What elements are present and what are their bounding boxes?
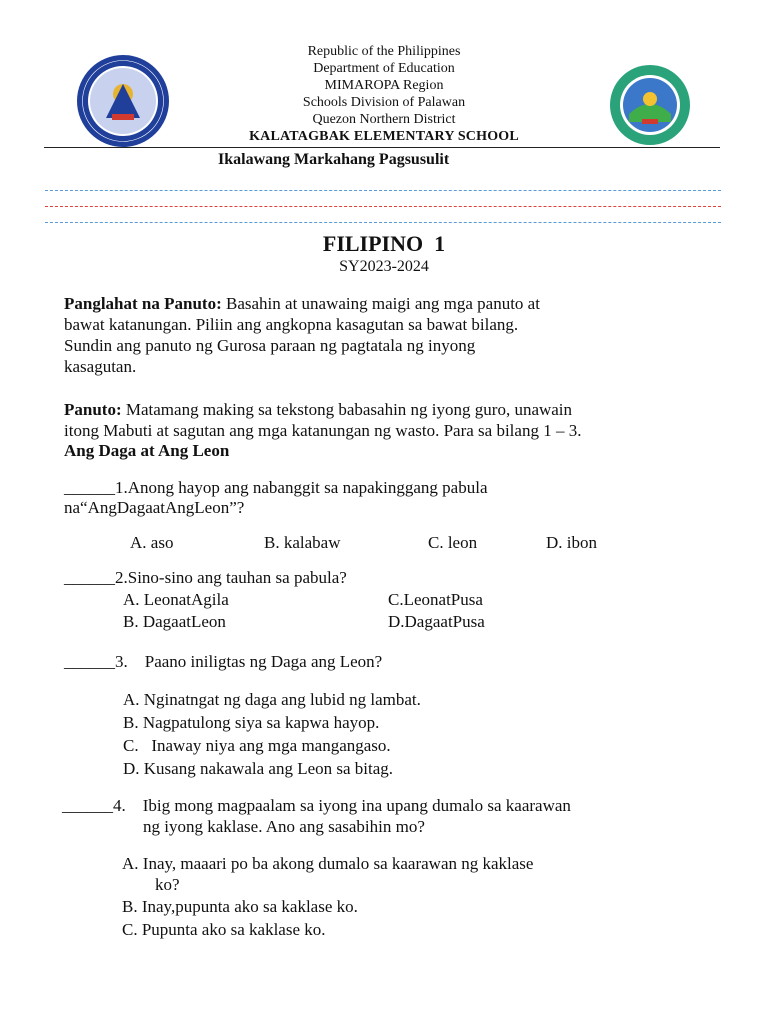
dashed-line-red xyxy=(45,206,721,207)
dashed-line-blue-bottom xyxy=(45,222,721,223)
exam-title: Ikalawang Markahang Pagsusulit xyxy=(218,151,450,168)
school-year: SY2023-2024 xyxy=(339,258,429,275)
header-republic: Republic of the Philippines xyxy=(307,44,461,59)
general-instructions-line-3: Sundin ang panuto ng Gurosa paraan ng pagtatala ng inyong xyxy=(64,336,476,355)
question-2-choice-c: C.LeonatPusa xyxy=(388,590,483,609)
question-1-choice-a: A. aso xyxy=(130,533,174,552)
general-instructions-text: Basahin at unawaing maigi ang mga panuto at xyxy=(226,294,540,313)
header-region: MIMAROPA Region xyxy=(324,78,444,93)
question-3-choice-a: A. Nginatngat ng daga ang lubid ng lambat. xyxy=(123,690,421,709)
school-name: KALATAGBAK ELEMENTARY SCHOOL xyxy=(249,129,519,144)
general-instructions-label: Panglahat na Panuto: xyxy=(64,294,222,313)
question-1-line-2: na“AngDagaatAngLeon”? xyxy=(64,498,245,517)
header-division: Schools Division of Palawan xyxy=(302,95,466,110)
header-district: Quezon Northern District xyxy=(312,112,456,127)
question-1-line-1: ______1.Anong hayop ang nabanggit sa napakinggang pabula xyxy=(64,478,488,497)
question-1-choice-b: B. kalabaw xyxy=(264,533,341,552)
question-1-choice-c: C. leon xyxy=(428,533,478,552)
question-4-line-2: ng iyong kaklase. Ano ang sasabihin mo? xyxy=(143,817,425,836)
question-2-choice-a: A. LeonatAgila xyxy=(123,590,229,609)
header-department: Department of Education xyxy=(313,61,455,76)
question-2-choice-d: D.DagaatPusa xyxy=(388,612,485,631)
question-4-line-1: ______4. Ibig mong magpaalam sa iyong ina upang dumalo sa kaarawan xyxy=(62,796,571,815)
header-rule xyxy=(44,147,720,148)
panuto-text: Matamang making sa tekstong babasahin ng iyong guro, unawain xyxy=(125,400,573,419)
panuto-label: Panuto: xyxy=(64,400,122,419)
question-3-choice-d: D. Kusang nakawala ang Leon sa bitag. xyxy=(123,759,394,778)
question-4-choice-b: B. Inay,pupunta ako sa kaklase ko. xyxy=(122,897,358,916)
question-3-choice-c: C. Inaway niya ang mga mangangaso. xyxy=(123,736,391,755)
question-2-choice-b: B. DagaatLeon xyxy=(123,612,226,631)
general-instructions-line-4: kasagutan. xyxy=(64,357,137,376)
subject-title: FILIPINO 1 xyxy=(322,231,446,256)
question-4-choice-c: C. Pupunta ako sa kaklase ko. xyxy=(122,920,326,939)
question-4-choice-a-line-2: ko? xyxy=(155,875,180,894)
question-4-choice-a-line-1: A. Inay, maaari po ba akong dumalo sa kaarawan ng kaklase xyxy=(122,854,534,873)
question-2-line-1: ______2.Sino-sino ang tauhan sa pabula? xyxy=(64,568,347,587)
general-instructions-line-2: bawat katanungan. Piliin ang angkopna kasagutan sa bawat bilang. xyxy=(64,315,519,334)
question-3-line-1: ______3. Paano iniligtas ng Daga ang Leon? xyxy=(64,652,383,671)
general-instructions-line-1 xyxy=(64,293,540,314)
question-1-choice-d: D. ibon xyxy=(546,533,597,552)
panuto-line-1 xyxy=(64,399,572,420)
question-3-choice-b: B. Nagpatulong siya sa kapwa hayop. xyxy=(123,713,380,732)
dashed-line-blue-top xyxy=(45,190,721,191)
story-title: Ang Daga at Ang Leon xyxy=(64,441,230,460)
panuto-line-2: itong Mabuti at sagutan ang mga katanungan ng wasto. Para sa bilang 1 – 3. xyxy=(64,421,582,440)
